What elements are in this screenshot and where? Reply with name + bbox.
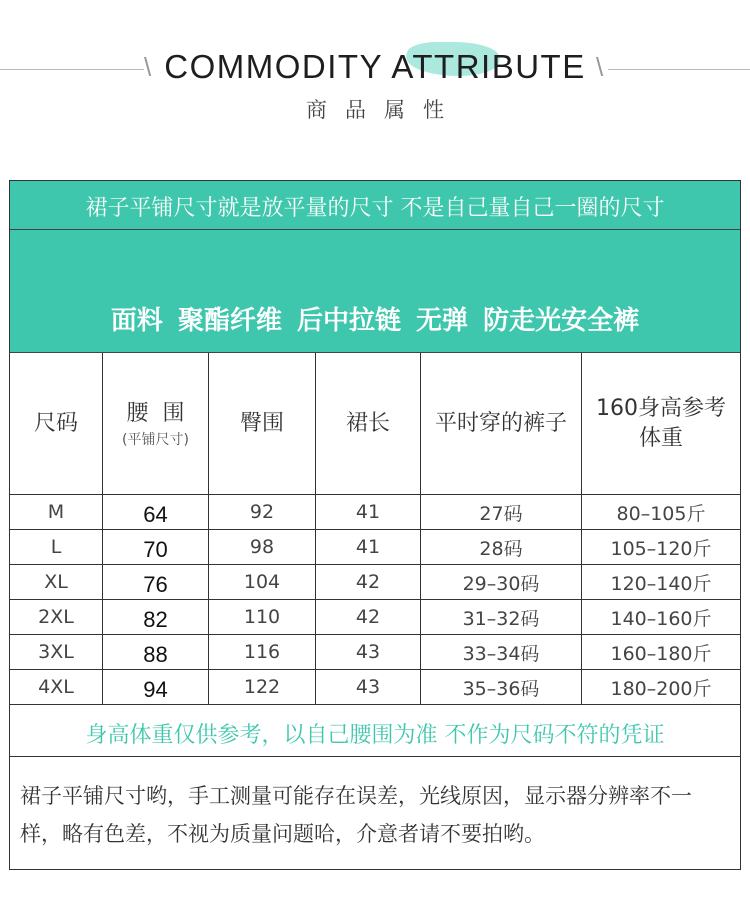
cell-hip: 122 bbox=[209, 670, 316, 704]
cell-waist: 88 bbox=[103, 635, 209, 669]
cell-pants: 28码 bbox=[421, 530, 582, 564]
cell-hip: 104 bbox=[209, 565, 316, 599]
reference-note-text: 身高体重仅供参考，以自己腰围为准 不作为尺码不符的凭证 bbox=[85, 723, 665, 748]
cell-hip: 116 bbox=[209, 635, 316, 669]
header-length: 裙长 bbox=[316, 353, 421, 494]
page-title: COMMODITY ATTRIBUTE bbox=[164, 48, 586, 85]
cell-weight: 180–200斤 bbox=[610, 677, 712, 700]
reference-note bbox=[10, 706, 740, 757]
size-table bbox=[9, 180, 741, 870]
material-banner bbox=[10, 230, 740, 353]
cell-hip: 110 bbox=[209, 600, 316, 634]
cell-waist: 94 bbox=[103, 670, 209, 704]
cell-pants: 35–36码 bbox=[421, 670, 582, 704]
header-slash-left: \ bbox=[144, 52, 152, 82]
header-waist-sub: (平铺尺寸) bbox=[122, 431, 189, 448]
table-row bbox=[10, 635, 740, 670]
table-row bbox=[10, 670, 740, 705]
table-row bbox=[10, 565, 740, 600]
cell-waist: 76 bbox=[103, 565, 209, 599]
cell-size: M bbox=[10, 495, 103, 529]
cell-hip: 98 bbox=[209, 530, 316, 564]
cell-hip: 92 bbox=[209, 495, 316, 529]
cell-weight: 120–140斤 bbox=[610, 572, 712, 595]
cell-length: 42 bbox=[316, 565, 421, 599]
cell-length: 41 bbox=[316, 530, 421, 564]
cell-size: 3XL bbox=[10, 635, 103, 669]
table-header-row bbox=[10, 353, 740, 495]
cell-size: L bbox=[10, 530, 103, 564]
cell-waist: 70 bbox=[103, 530, 209, 564]
cell-length: 41 bbox=[316, 495, 421, 529]
cell-waist: 82 bbox=[103, 600, 209, 634]
cell-length: 43 bbox=[316, 635, 421, 669]
header-pants: 平时穿的裤子 bbox=[421, 353, 582, 494]
header-weight-ref bbox=[582, 353, 740, 494]
measure-note-banner bbox=[10, 181, 740, 230]
cell-size: XL bbox=[10, 565, 103, 599]
cell-length: 43 bbox=[316, 670, 421, 704]
measure-note-text: 裙子平铺尺寸就是放平量的尺寸 不是自己量自己一圈的尺寸 bbox=[85, 196, 665, 221]
header-hip: 臀围 bbox=[209, 353, 316, 494]
cell-weight: 80–105斤 bbox=[616, 502, 706, 525]
cell-weight: 160–180斤 bbox=[610, 642, 712, 665]
table-row bbox=[10, 600, 740, 635]
cell-pants: 33–34码 bbox=[421, 635, 582, 669]
header-size: 尺码 bbox=[10, 353, 103, 494]
cell-waist: 64 bbox=[103, 495, 209, 529]
header-slash-right: \ bbox=[596, 52, 604, 82]
header-waist-label: 腰围 bbox=[126, 400, 199, 426]
cell-pants: 29–30码 bbox=[421, 565, 582, 599]
disclaimer-text: 裙子平铺尺寸哟，手工测量可能存在误差，光线原因，显示器分辨率不一样，略有色差，不视为质量问题哈，介意者请不要拍哟。 bbox=[20, 784, 692, 846]
cell-pants: 31–32码 bbox=[421, 600, 582, 634]
cell-size: 2XL bbox=[10, 600, 103, 634]
material-text: 面料 聚酯纤维 后中拉链 无弹 防走光安全裤 bbox=[110, 306, 640, 336]
header-ref-line2: 体重 bbox=[638, 425, 683, 451]
cell-size: 4XL bbox=[10, 670, 103, 704]
table-row bbox=[10, 495, 740, 530]
header-waist bbox=[103, 353, 209, 494]
table-row bbox=[10, 530, 740, 565]
header-ref-line1: 160身高参考 bbox=[596, 395, 726, 421]
page-subtitle: 商品属性 bbox=[306, 98, 462, 122]
cell-weight: 140–160斤 bbox=[610, 607, 712, 630]
disclaimer bbox=[10, 757, 740, 869]
cell-length: 42 bbox=[316, 600, 421, 634]
cell-pants: 27码 bbox=[421, 495, 582, 529]
cell-weight: 105–120斤 bbox=[610, 537, 712, 560]
